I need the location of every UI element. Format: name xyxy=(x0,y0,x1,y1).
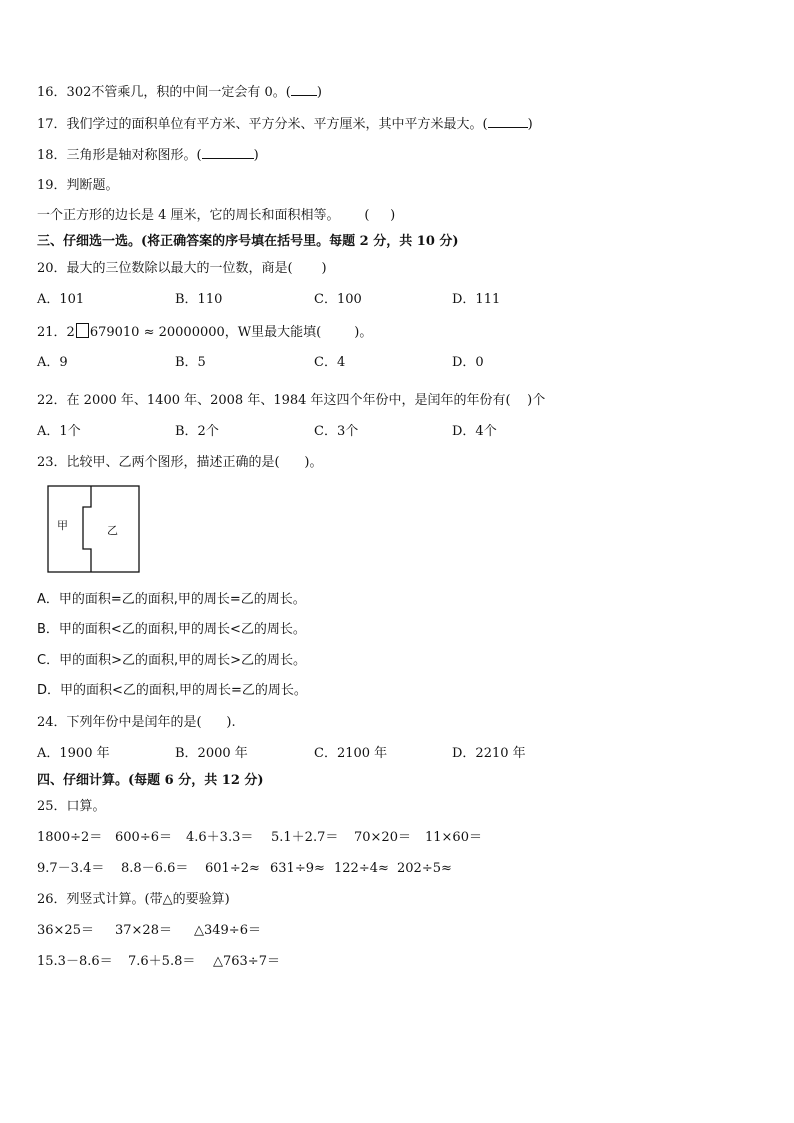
question-text: 列竖式计算。(带△的要验算) xyxy=(66,892,230,907)
written-calc-item: 37×28＝ xyxy=(115,923,172,938)
question-number: 26． xyxy=(37,892,67,907)
oral-calc-item: 11×60＝ xyxy=(425,830,482,845)
question-number: 17． xyxy=(37,117,67,132)
written-calc-item: 15.3－8.6＝ xyxy=(37,954,113,969)
question-16 xyxy=(37,83,322,102)
label-yi: 乙 xyxy=(107,524,118,537)
question-number: 23． xyxy=(37,455,67,470)
label-jia: 甲 xyxy=(57,519,68,532)
option-c[interactable]: C．甲的面积>乙的面积,甲的周长>乙的周长。 xyxy=(37,653,306,668)
question-text: 下列年份中是闰年的是( ). xyxy=(66,715,236,730)
question-18 xyxy=(37,146,259,165)
section-3-heading: 三、仔细选一选。(将正确答案的序号填在括号里。每题 2 分，共 10 分) xyxy=(37,234,459,249)
option-d[interactable]: D．甲的面积<乙的面积,甲的周长=乙的周长。 xyxy=(37,683,307,698)
option-d[interactable]: D．0 xyxy=(452,355,484,370)
option-b[interactable]: B．甲的面积<乙的面积,甲的周长<乙的周长。 xyxy=(37,622,306,637)
question-24 xyxy=(37,714,236,732)
oral-calc-item: 202÷5≈ xyxy=(397,861,452,876)
oral-calc-item: 8.8－6.6＝ xyxy=(121,861,189,876)
question-text-end: ) xyxy=(316,85,322,100)
question-text: 我们学过的面积单位有平方米、平方分米、平方厘米，其中平方米最大。( xyxy=(66,117,488,132)
question-number: 16． xyxy=(37,85,67,100)
option-d[interactable]: D．2210 年 xyxy=(452,746,526,761)
option-d[interactable]: D．4个 xyxy=(452,424,497,439)
question-number: 18． xyxy=(37,148,67,163)
question-number: 22． xyxy=(37,393,67,408)
oral-calc-item: 70×20＝ xyxy=(354,830,411,845)
oral-calc-item: 631÷9≈ xyxy=(270,861,325,876)
answer-blank[interactable] xyxy=(202,146,254,159)
dividing-line xyxy=(83,486,91,572)
question-number: 25． xyxy=(37,799,67,814)
digit-box[interactable] xyxy=(76,323,89,338)
option-c[interactable]: C．3个 xyxy=(314,424,359,439)
option-c[interactable]: C．100 xyxy=(314,292,362,307)
question-23 xyxy=(37,454,323,472)
question-text-end: ) xyxy=(527,117,533,132)
written-calc-item: 7.6＋5.8＝ xyxy=(128,954,196,969)
option-b[interactable]: B．2000 年 xyxy=(175,746,248,761)
oral-calc-item: 122÷4≈ xyxy=(334,861,389,876)
question-text: 比较甲、乙两个图形，描述正确的是( )。 xyxy=(66,455,323,470)
question-text-end: 679010 ≈ 20000000，W里最大能填( )。 xyxy=(89,325,373,340)
question-text: 最大的三位数除以最大的一位数，商是( ) xyxy=(66,261,327,276)
written-calc-item: 36×25＝ xyxy=(37,923,94,938)
option-a[interactable]: A．甲的面积=乙的面积,甲的周长=乙的周长。 xyxy=(37,592,306,607)
oral-calc-item: 601÷2≈ xyxy=(205,861,260,876)
question-22 xyxy=(37,392,545,410)
written-calc-item: △349÷6＝ xyxy=(194,923,261,938)
oral-calc-item: 4.6＋3.3＝ xyxy=(186,830,254,845)
question-number: 19． xyxy=(37,178,67,193)
answer-blank[interactable] xyxy=(291,83,317,96)
option-a[interactable]: A．1900 年 xyxy=(37,746,110,761)
question-text: 口算。 xyxy=(66,799,106,814)
answer-blank[interactable] xyxy=(488,115,528,128)
question-text: 2 xyxy=(66,325,75,340)
option-b[interactable]: B．2个 xyxy=(175,424,219,439)
question-20 xyxy=(37,260,327,278)
option-c[interactable]: C．4 xyxy=(314,355,346,370)
option-a[interactable]: A．1个 xyxy=(37,424,81,439)
question-number: 24． xyxy=(37,715,67,730)
question-25 xyxy=(37,798,106,816)
question-text-end: ) xyxy=(253,148,259,163)
oral-calc-item: 5.1＋2.7＝ xyxy=(271,830,339,845)
question-26 xyxy=(37,891,230,909)
option-a[interactable]: A．101 xyxy=(37,292,85,307)
written-calc-item: △763÷7＝ xyxy=(213,954,280,969)
question-text: 三角形是轴对称图形。( xyxy=(66,148,202,163)
question-21 xyxy=(37,323,372,342)
question-19-statement: 一个正方形的边长是 4 厘米，它的周长和面积相等。 ( ) xyxy=(37,208,396,223)
question-text: 判断题。 xyxy=(66,178,119,193)
option-b[interactable]: B．110 xyxy=(175,292,223,307)
option-a[interactable]: A．9 xyxy=(37,355,68,370)
option-d[interactable]: D．111 xyxy=(452,292,501,307)
question-number: 20． xyxy=(37,261,67,276)
question-text: 在 2000 年、1400 年、2008 年、1984 年这四个年份中，是闰年的年份有( )个 xyxy=(66,393,546,408)
section-4-heading: 四、仔细计算。(每题 6 分，共 12 分) xyxy=(37,773,264,788)
question-19 xyxy=(37,177,119,195)
oral-calc-item: 600÷6＝ xyxy=(115,830,172,845)
option-c[interactable]: C．2100 年 xyxy=(314,746,388,761)
question-number: 21． xyxy=(37,325,67,340)
oral-calc-item: 1800÷2＝ xyxy=(37,830,103,845)
question-text: 302不管乘几，积的中间一定会有 0。( xyxy=(66,85,291,100)
figure-jia-yi xyxy=(47,485,141,575)
oral-calc-item: 9.7－3.4＝ xyxy=(37,861,105,876)
option-b[interactable]: B．5 xyxy=(175,355,206,370)
question-17 xyxy=(37,115,533,134)
